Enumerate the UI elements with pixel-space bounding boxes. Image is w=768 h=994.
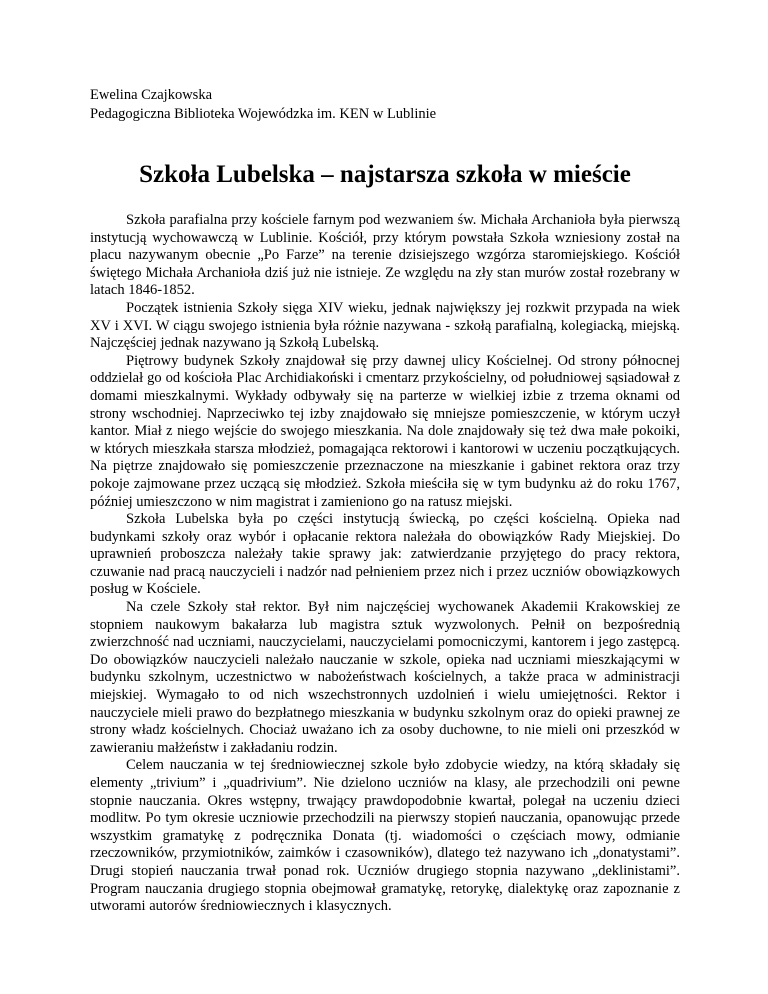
paragraph: Celem nauczania w tej średniowiecznej szkole było zdobycie wiedzy, na którą składały się elementy „trivium” i „quadrivium”. Nie dzielono uczniów na klasy, ale przechodzili oni pewne stopnie nauczania. Okres wstępny, trwający prawdopodobnie kwartał, polegał na uczeniu dzieci modlitw. Po tym okresie uczniowie przechodzili na pierwszy stopień nauczania, opanowując przede wszystkim gramatykę z podręcznika Donata (tj. wiadomości o częściach mowy, odmianie rzeczowników, przymiotników, zaimków i czasowników), dlatego też nazywano ich „donatystami”. Drugi stopień nauczania trwał ponad rok. Uczniów drugiego stopnia nazywano „deklinistami”. Program nauczania drugiego stopnia obejmował gramatykę, retorykę, dialektykę oraz zapoznanie z utworami autorów średniowiecznych i klasycznych.: [90, 757, 680, 915]
paragraph: Początek istnienia Szkoły sięga XIV wieku, jednak największy jej rozkwit przypada na wiek XV i XVI. W ciągu swojego istnienia była różnie nazywana - szkołą parafialną, kolegiacką, miejską. Najczęściej jednak nazywano ją Szkołą Lubelską.: [90, 299, 680, 352]
paragraph: Szkoła parafialna przy kościele farnym pod wezwaniem św. Michała Archanioła była pierwszą instytucją wychowawczą w Lublinie. Kościół, przy którym powstała Szkoła wzniesiony został na placu nazywanym obecnie „Po Farze” na terenie dzisiejszego wzgórza staromiejskiego. Kościół świętego Michała Archanioła dziś już nie istnieje. Ze względu na zły stan murów został rozebrany w latach 1846-1852.: [90, 212, 680, 299]
document-title: Szkoła Lubelska – najstarsza szkoła w mieście: [139, 161, 631, 188]
document-page: [90, 86, 680, 916]
author-block: [90, 86, 680, 124]
author-affiliation: Pedagogiczna Biblioteka Wojewódzka im. KEN w Lublinie: [90, 106, 437, 122]
author-name: Ewelina Czajkowska: [90, 87, 213, 103]
document-body: [90, 212, 680, 916]
paragraph: Szkoła Lubelska była po części instytucją świecką, po części kościelną. Opieka nad budynkami szkoły oraz wybór i opłacanie rektora należała do obowiązków Rady Miejskiej. Do uprawnień proboszcza należały takie sprawy jak: zatwierdzanie przyjętego do pracy rektora, czuwanie nad pracą nauczycieli i nadzór nad pełnieniem przez nich i przez uczniów obowiązkowych posług w Kościele.: [90, 511, 680, 598]
paragraph: Piętrowy budynek Szkoły znajdował się przy dawnej ulicy Kościelnej. Od strony północnej oddzielał go od kościoła Plac Archidiakoński i cmentarz przykościelny, od południowej sąsiadował z domami mieszkalnymi. Wykłady odbywały się na parterze w wielkiej izbie z trzema oknami od strony wschodniej. Naprzeciwko tej izby znajdowało się mniejsze pomieszczenie, w którym uczył kantor. Miał z niego wejście do swojego mieszkania. Na dole znajdowały się też dwa małe pokoiki, w których mieszkała starsza młodzież, pomagająca rektorowi i kantorowi w uczeniu początkujących. Na piętrze znajdowało się pomieszczenie przeznaczone na mieszkanie i gabinet rektora oraz trzy pokoje zajmowane przez uczącą się młodzież. Szkoła mieściła się w tym budynku aż do roku 1767, później umieszczono w nim magistrat i zamieniono go na ratusz miejski.: [90, 352, 680, 510]
paragraph: Na czele Szkoły stał rektor. Był nim najczęściej wychowanek Akademii Krakowskiej ze stopniem naukowym bakałarza lub magistra sztuk wyzwolonych. Pełnił on bezpośrednią zwierzchność nad uczniami, nauczycielami, nauczycielami pomocniczymi, kantorem i jego zastępcą. Do obowiązków nauczycieli należało nauczanie w szkole, opieka nad uczniami mieszkającymi w budynku szkolnym, uczestnictwo w nabożeństwach kościelnych, a także praca w administracji miejskiej. Wymagało to od nich wszechstronnych uzdolnień i wielu umiejętności. Rektor i nauczyciele mieli prawo do bezpłatnego mieszkania w budynku szkolnym oraz do opieki prawnej ze strony władz kościelnych. Chociaż uważano ich za osoby duchowne, to nie mieli oni przeszkód w zawieraniu małżeństw i zakładaniu rodzin.: [90, 599, 680, 756]
